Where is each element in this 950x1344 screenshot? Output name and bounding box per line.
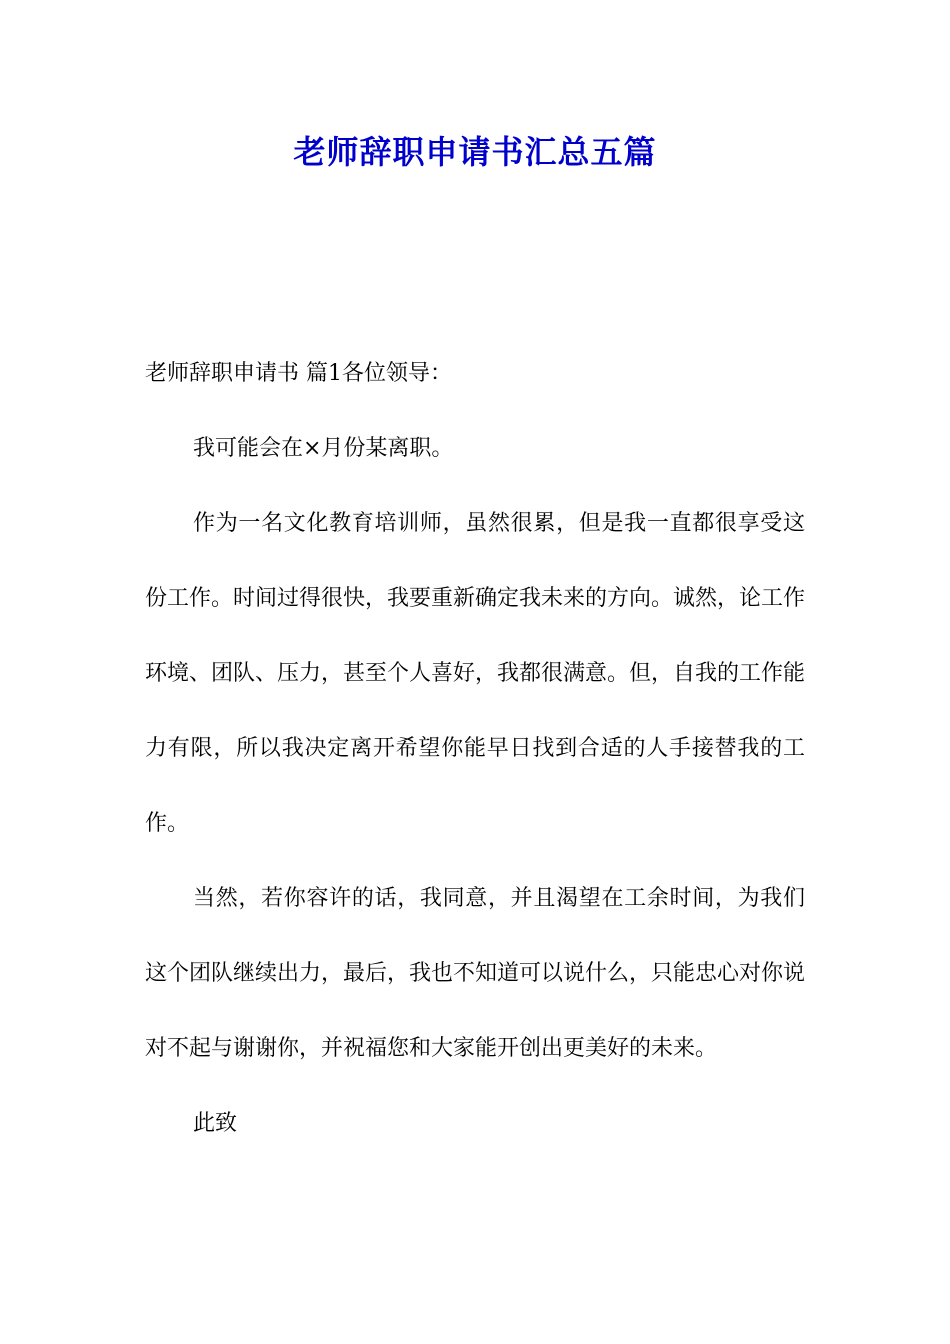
document-title: 老师辞职申请书汇总五篇 xyxy=(293,133,657,171)
body-paragraph: 作为一名文化教育培训师，虽然很累，但是我一直都很享受这份工作。时间过得很快，我要重新确定我未来的方向。诚然，论工作环境、团队、压力，甚至个人喜好，我都很满意。但，自我的工作能力有限，所以我决定离开希望你能早日找到合适的人手接替我的工作。 xyxy=(145,511,806,836)
body-paragraph: 当然，若你容许的话，我同意，并且渴望在工余时间，为我们这个团队继续出力，最后，我也不知道可以说什么，只能忠心对你说对不起与谢谢你，并祝福您和大家能开创出更美好的未来。 xyxy=(145,886,806,1061)
closing-paragraph: 此致 xyxy=(193,1111,238,1136)
document-body xyxy=(145,336,805,1161)
body-paragraph: 我可能会在×月份某离职。 xyxy=(193,436,454,461)
salutation-paragraph: 老师辞职申请书 篇1各位领导： xyxy=(145,361,452,386)
